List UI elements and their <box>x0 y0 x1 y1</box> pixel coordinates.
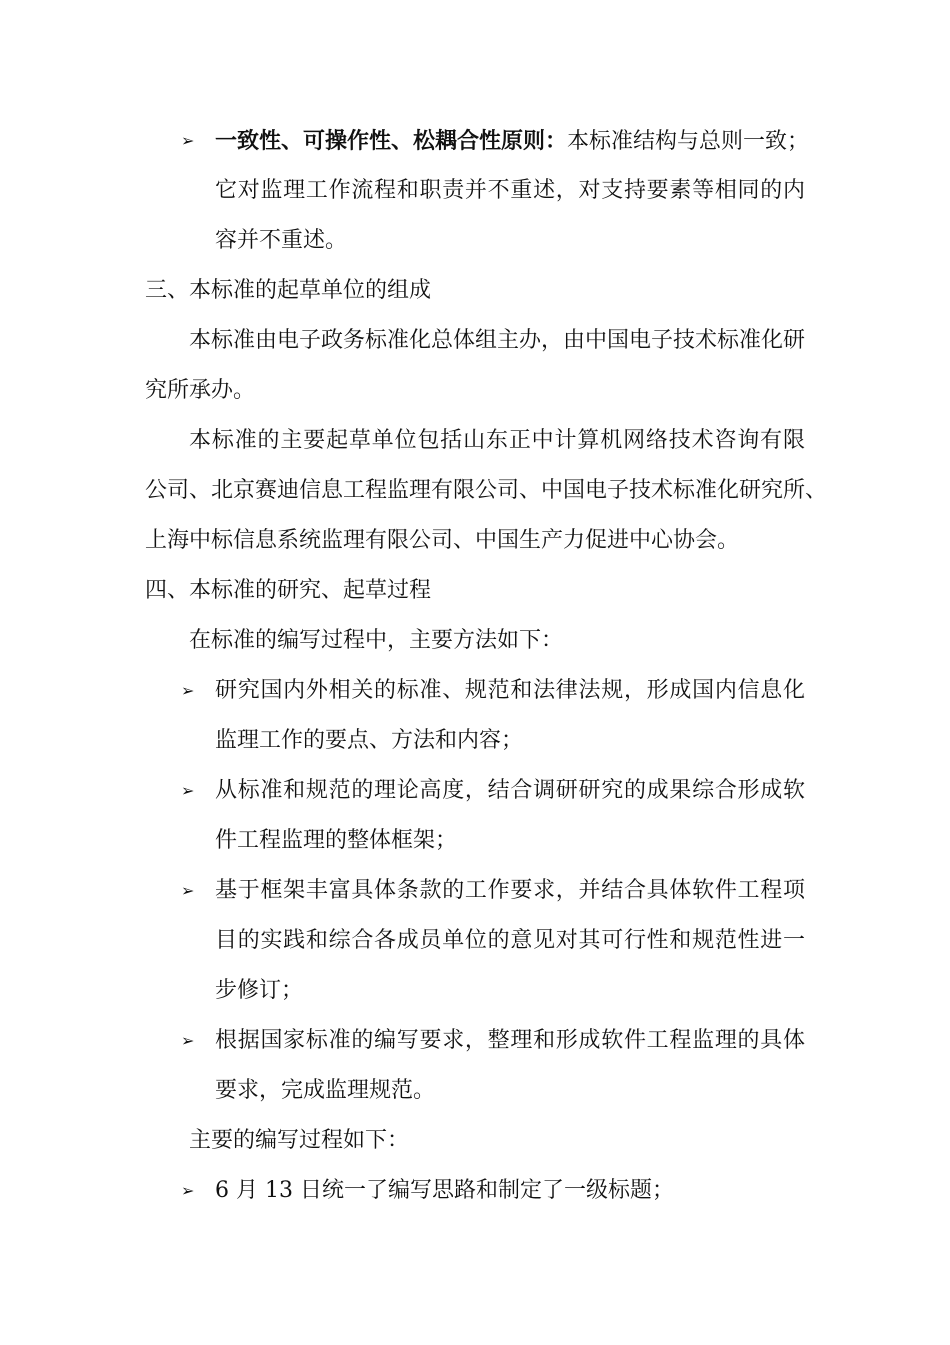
method-item-1-line-1: 研究国内外相关的标准、规范和法律法规，形成国内信息化 <box>215 678 805 703</box>
principle-bullet-line-1 <box>215 126 810 156</box>
bullet-arrow-icon: ➢ <box>181 1031 195 1050</box>
bullet-arrow-icon: ➢ <box>181 781 195 800</box>
section-3-paragraph-2-line-1: 本标准的主要起草单位包括山东正中计算机网络技术咨询有限 <box>189 428 805 453</box>
principle-bullet-line-2: 它对监理工作流程和职责并不重述，对支持要素等相同的内 <box>215 178 805 203</box>
section-4-heading: 四、本标准的研究、起草过程 <box>145 578 432 603</box>
section-3-paragraph-1-line-1: 本标准由电子政务标准化总体组主办，由中国电子技术标准化研 <box>189 328 806 353</box>
method-item-2-line-1: 从标准和规范的理论高度，结合调研研究的成果综合形成软 <box>215 778 805 803</box>
methods-intro: 在标准的编写过程中，主要方法如下： <box>189 628 564 653</box>
section-3-paragraph-1-line-2: 究所承办。 <box>145 378 256 403</box>
principle-text: 本标准结构与总则一致； <box>567 129 810 154</box>
bullet-arrow-icon: ➢ <box>181 881 195 900</box>
method-item-3-line-2: 目的实践和综合各成员单位的意见对其可行性和规范性进一 <box>215 928 805 953</box>
principle-bullet-line-3: 容并不重述。 <box>215 228 348 253</box>
section-3-paragraph-2-line-2: 公司、北京赛迪信息工程监理有限公司、中国电子技术标准化研究所、 <box>145 478 828 503</box>
section-3-paragraph-2-line-3: 上海中标信息系统监理有限公司、中国生产力促进中心协会。 <box>145 528 740 553</box>
method-item-3-line-3: 步修订； <box>215 978 304 1003</box>
bullet-arrow-icon: ➢ <box>181 1181 195 1200</box>
method-item-4-line-2: 要求，完成监理规范。 <box>215 1078 436 1103</box>
bullet-arrow-icon: ➢ <box>181 681 195 700</box>
method-item-4-line-1: 根据国家标准的编写要求，整理和形成软件工程监理的具体 <box>215 1028 805 1053</box>
method-item-2-line-2: 件工程监理的整体框架； <box>215 828 458 853</box>
method-item-3-line-1: 基于框架丰富具体条款的工作要求，并结合具体软件工程项 <box>215 878 805 903</box>
process-intro: 主要的编写过程如下： <box>189 1128 410 1153</box>
bullet-arrow-icon: ➢ <box>181 131 195 150</box>
principle-title: 一致性、可操作性、松耦合性原则： <box>215 128 568 154</box>
section-3-heading: 三、本标准的起草单位的组成 <box>145 278 432 303</box>
method-item-1-line-2: 监理工作的要点、方法和内容； <box>215 728 524 753</box>
process-item-1: 6 月 13 日统一了编写思路和制定了一级标题； <box>215 1178 674 1203</box>
